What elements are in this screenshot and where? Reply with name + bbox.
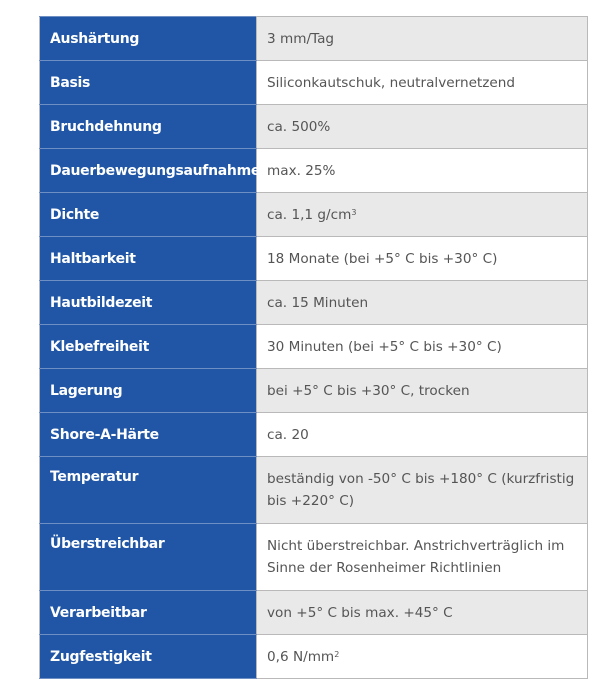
row-value: 18 Monate (bei +5° C bis +30° C)	[257, 237, 588, 281]
row-value-cell	[257, 193, 588, 237]
row-label: Zugfestigkeit	[40, 635, 257, 679]
row-value-cell	[257, 635, 588, 679]
table-row	[40, 325, 588, 369]
row-label: Basis	[40, 61, 257, 105]
row-value: max. 25%	[257, 149, 588, 193]
table-row	[40, 457, 588, 524]
row-value: von +5° C bis max. +45° C	[257, 591, 588, 635]
superscript: 2	[334, 649, 340, 659]
spec-table	[39, 16, 588, 679]
row-label: Klebefreiheit	[40, 325, 257, 369]
row-label: Dichte	[40, 193, 257, 237]
row-value: Siliconkautschuk, neutralvernetzend	[257, 61, 588, 105]
table-row	[40, 413, 588, 457]
superscript: 3	[351, 207, 357, 217]
row-label: Bruchdehnung	[40, 105, 257, 149]
row-label: Lagerung	[40, 369, 257, 413]
row-value: Nicht überstreichbar. Anstrichverträglich im Sinne der Rosenheimer Richtlinien	[257, 524, 588, 591]
row-label: Aushärtung	[40, 17, 257, 61]
row-label: Shore-A-Härte	[40, 413, 257, 457]
row-label: Hautbildezeit	[40, 281, 257, 325]
row-label: Temperatur	[40, 457, 257, 524]
table-row	[40, 105, 588, 149]
table-row	[40, 237, 588, 281]
row-value: ca. 500%	[257, 105, 588, 149]
table-row	[40, 149, 588, 193]
row-label: Dauerbewegungsaufnahme	[40, 149, 257, 193]
row-value: ca. 1,1 g/cm	[267, 206, 352, 223]
row-value: beständig von -50° C bis +180° C (kurzfristig bis +220° C)	[257, 457, 588, 524]
table-row	[40, 369, 588, 413]
table-row	[40, 281, 588, 325]
table-row	[40, 524, 588, 591]
row-value: 3 mm/Tag	[257, 17, 588, 61]
row-value: 0,6 N/mm	[267, 648, 335, 665]
table-row	[40, 17, 588, 61]
table-row	[40, 591, 588, 635]
row-label: Verarbeitbar	[40, 591, 257, 635]
row-value: 30 Minuten (bei +5° C bis +30° C)	[257, 325, 588, 369]
row-value: bei +5° C bis +30° C, trocken	[257, 369, 588, 413]
table-row	[40, 61, 588, 105]
row-value: ca. 20	[257, 413, 588, 457]
table-row	[40, 193, 588, 237]
row-label: Haltbarkeit	[40, 237, 257, 281]
table-row	[40, 635, 588, 679]
row-value: ca. 15 Minuten	[257, 281, 588, 325]
row-label: Überstreichbar	[40, 524, 257, 591]
